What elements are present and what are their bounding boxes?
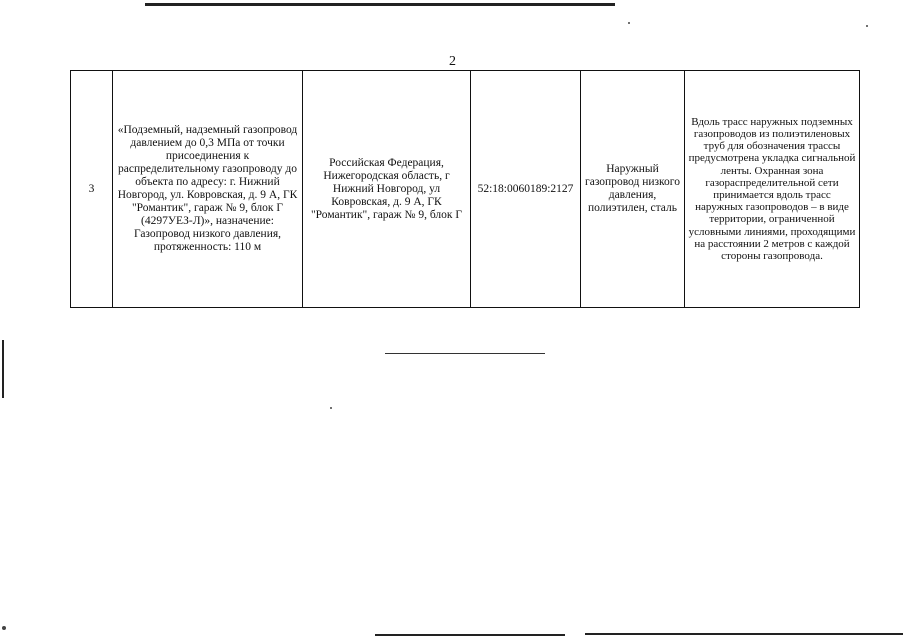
- protection-zone-notes-cell: Вдоль трасс наружных подземных газопроводов из полиэтиленовых труб для обозначения трассы предусмотрена укладка сигнальной ленты. Охранная зона газораспределительной сети принимается вдоль трасс наружных газопроводов – в виде территории, ограниченной условными линиями, проходящими на расстоянии 2 метров с каждой стороны газопровода.: [685, 71, 860, 308]
- page-number: 2: [449, 54, 456, 69]
- scan-speck: [330, 407, 332, 409]
- scan-bottom-line-right: [585, 633, 903, 635]
- scan-left-edge-mark: [2, 340, 4, 398]
- address-cell: Российская Федерация, Нижегородская область, г Нижний Новгород, ул Ковровская, д. 9 А, ГК "Романтик", гараж № 9, блок Г: [303, 71, 471, 308]
- cadastral-number-cell: 52:18:0060189:2127: [471, 71, 581, 308]
- signature-divider-line: [385, 353, 545, 354]
- table-row: [71, 71, 860, 308]
- scan-speck: [2, 626, 6, 630]
- scan-speck: [628, 22, 630, 24]
- registry-table: [70, 70, 860, 308]
- row-index-cell: 3: [71, 71, 113, 308]
- scan-speck: [866, 25, 868, 27]
- scan-top-line: [145, 3, 615, 6]
- object-description-cell: «Подземный, надземный газопровод давлением до 0,3 МПа от точки присоединения к распределительному газопроводу до объекта по адресу: г. Нижний Новгород, ул. Ковровская, д. 9 А, ГК "Романтик", гараж № 9, блок Г (4297УЕЗ-Л)», назначение: Газопровод низкого давления, протяженность: 110 м: [113, 71, 303, 308]
- object-type-cell: Наружный газопровод низкого давления, полиэтилен, сталь: [581, 71, 685, 308]
- scan-bottom-line-left: [375, 634, 565, 636]
